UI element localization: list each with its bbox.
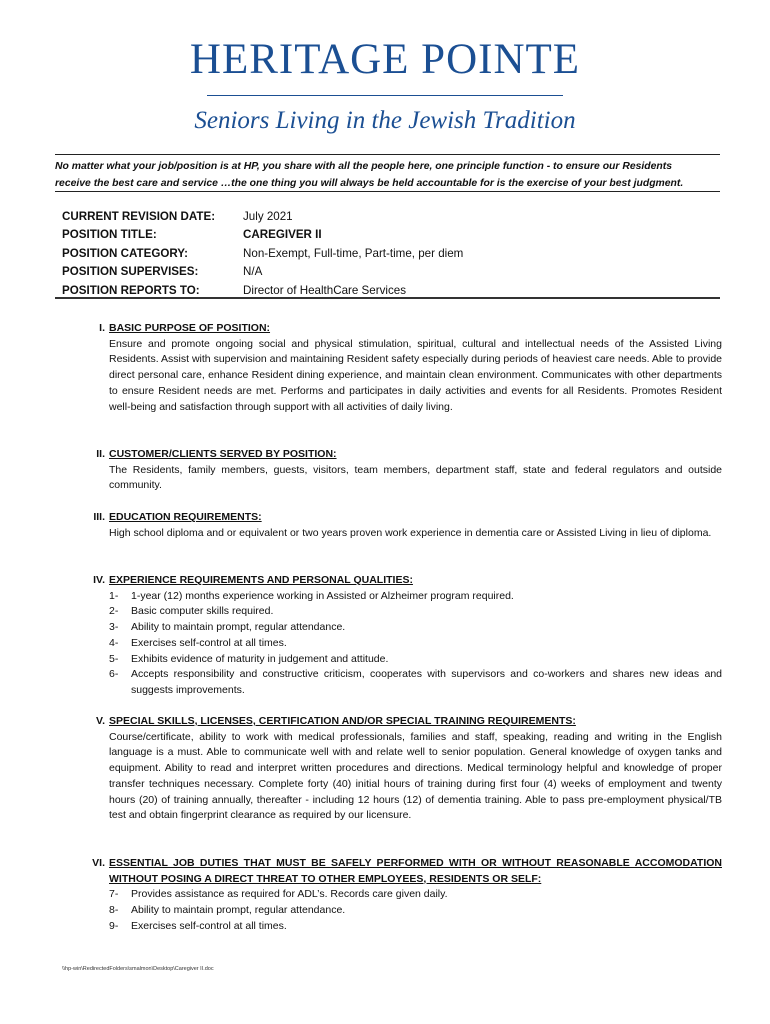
list-item-number: 4- (109, 636, 119, 649)
list-item-number: 3- (109, 621, 119, 634)
file-path-footer: \\hp-win\RedirectedFolders\smalmon\Desktop\Caregiver II.doc (62, 966, 214, 972)
section-heading: EDUCATION REQUIREMENTS: (109, 511, 262, 523)
section-number: IV. (93, 574, 105, 586)
position-label: CURRENT REVISION DATE: (62, 210, 216, 223)
section-number: V. (96, 715, 105, 727)
section-special-skills (72, 714, 722, 824)
list-item-text: Provides assistance as required for ADL’s. Records care given daily. (131, 888, 448, 901)
section-heading: ESSENTIAL JOB DUTIES THAT MUST BE SAFELY PERFORMED WITH OR WITHOUT REASONABLE ACCOMODATION WITHOUT POSING A DIRECT THREAT TO OTHER EMPLOYEES, RESIDENTS OR SELF: (109, 857, 722, 885)
position-value: July 2021 (243, 210, 293, 223)
section-essential-duties (72, 856, 722, 935)
section-experience (72, 573, 722, 699)
list-item-number: 9- (109, 919, 119, 932)
section-text: The Residents, family members, guests, visitors, team members, department staff, state and federal regulators and outside community. (109, 463, 722, 492)
list-item-text: Exhibits evidence of maturity in judgement and attitude. (131, 652, 389, 665)
position-info (62, 208, 463, 300)
list-item (109, 903, 722, 919)
logo-tagline: Seniors Living in the Jewish Tradition (194, 107, 576, 134)
list-item (109, 620, 722, 636)
principle-statement-box (55, 154, 720, 192)
position-row (62, 263, 463, 281)
list-item (109, 667, 722, 698)
list-item-text: Ability to maintain prompt, regular attendance. (131, 621, 346, 634)
list-item-number: 1- (109, 589, 119, 602)
section-heading: CUSTOMER/CLIENTS SERVED BY POSITION: (109, 448, 337, 460)
section-education (72, 510, 722, 541)
position-row (62, 245, 463, 263)
position-row (62, 226, 463, 244)
position-label: POSITION REPORTS TO: (62, 283, 200, 297)
list-item (109, 652, 722, 668)
section-heading: EXPERIENCE REQUIREMENTS AND PERSONAL QUALITIES: (109, 574, 413, 586)
list-item-text: Exercises self-control at all times. (131, 919, 287, 932)
list-item-text: Accepts responsibility and constructive criticism, cooperates with supervisors and co-workers and shares new ideas and suggests improvements. (131, 668, 722, 696)
position-value: Non-Exempt, Full-time, Part-time, per diem (243, 246, 464, 260)
section-number: I. (99, 322, 105, 334)
position-value: Director of HealthCare Services (243, 283, 407, 297)
list-item-number: 8- (109, 904, 119, 917)
position-value: N/A (243, 265, 263, 279)
section-basic-purpose (72, 321, 722, 415)
position-label: POSITION SUPERVISES: (62, 265, 199, 279)
list-item-number: 6- (109, 668, 119, 681)
section-heading: SPECIAL SKILLS, LICENSES, CERTIFICATION AND/OR SPECIAL TRAINING REQUIREMENTS: (109, 715, 576, 727)
list-item-text: Basic computer skills required. (131, 605, 274, 618)
section-number: VI. (92, 857, 105, 869)
list-item-number: 2- (109, 605, 119, 618)
list-item (109, 636, 722, 652)
list-item-text: Exercises self-control at all times. (131, 636, 287, 649)
principle-statement-line: receive the best care and service …the one thing you will always be held accountable for is the exercise of your best judgment. (55, 178, 684, 189)
position-value: CAREGIVER II (243, 228, 322, 242)
list-item (109, 887, 722, 903)
position-label: POSITION TITLE: (62, 228, 157, 242)
logo-title: HERITAGE POINTE (189, 36, 581, 83)
position-row (62, 208, 463, 226)
position-label: POSITION CATEGORY: (62, 246, 189, 260)
logo-divider (207, 95, 563, 96)
section-heading: BASIC PURPOSE OF POSITION: (109, 322, 271, 334)
section-number: III. (93, 511, 105, 523)
list-item (109, 919, 722, 935)
section-divider (55, 297, 720, 299)
list-item-number: 5- (109, 652, 119, 665)
section-number: II. (96, 448, 105, 460)
list-item (109, 589, 722, 605)
list-item-text: Ability to maintain prompt, regular attendance. (131, 904, 346, 917)
section-text: Ensure and promote ongoing social and physical stimulation, spiritual, cultural and intellectual needs of the Assisted Living Residents. Assist with supervision and maintaining Resident safety especially during periods of heaviest care needs. Able to provide direct personal care, enhance Resident dining experience, and maintain clean environment. Communicates with other departments to ensure Resident needs are met. Performs and participates in daily activities and events for all Residents. Promotes Resident well-being and satisfaction through support with all activities of daily living. (109, 337, 722, 413)
list-item-number: 7- (109, 888, 119, 901)
section-text: High school diploma and or equivalent or two years proven work experience in dementia care or Assisted Living in lieu of diploma. (109, 526, 712, 539)
principle-statement-line: No matter what your job/position is at HP, you share with all the people here, one principle function - to ensure our Residents (55, 161, 672, 172)
list-item (109, 604, 722, 620)
list-item-text: 1-year (12) months experience working in Assisted or Alzheimer program required. (131, 589, 514, 602)
section-text: Course/certificate, ability to work with medical professionals, families and staff, speaking, reading and writing in the English language is a must. Able to communicate well with and relate well to senior population. General knowledge of oxygen tanks and equipment. Ability to read and interpret written procedures and directions. Medical terminology helpful and knowledge of proper transfer techniques necessary. Complete forty (40) initial hours of training during first four (4) weeks of employment and twenty hours (20) of training annually, thereafter - including 12 hours (12) of dementia training. Able to pass pre-employment physical/TB test and obtain fingerprint clearance as required by our licensure. (109, 730, 722, 822)
section-customers (72, 447, 722, 494)
